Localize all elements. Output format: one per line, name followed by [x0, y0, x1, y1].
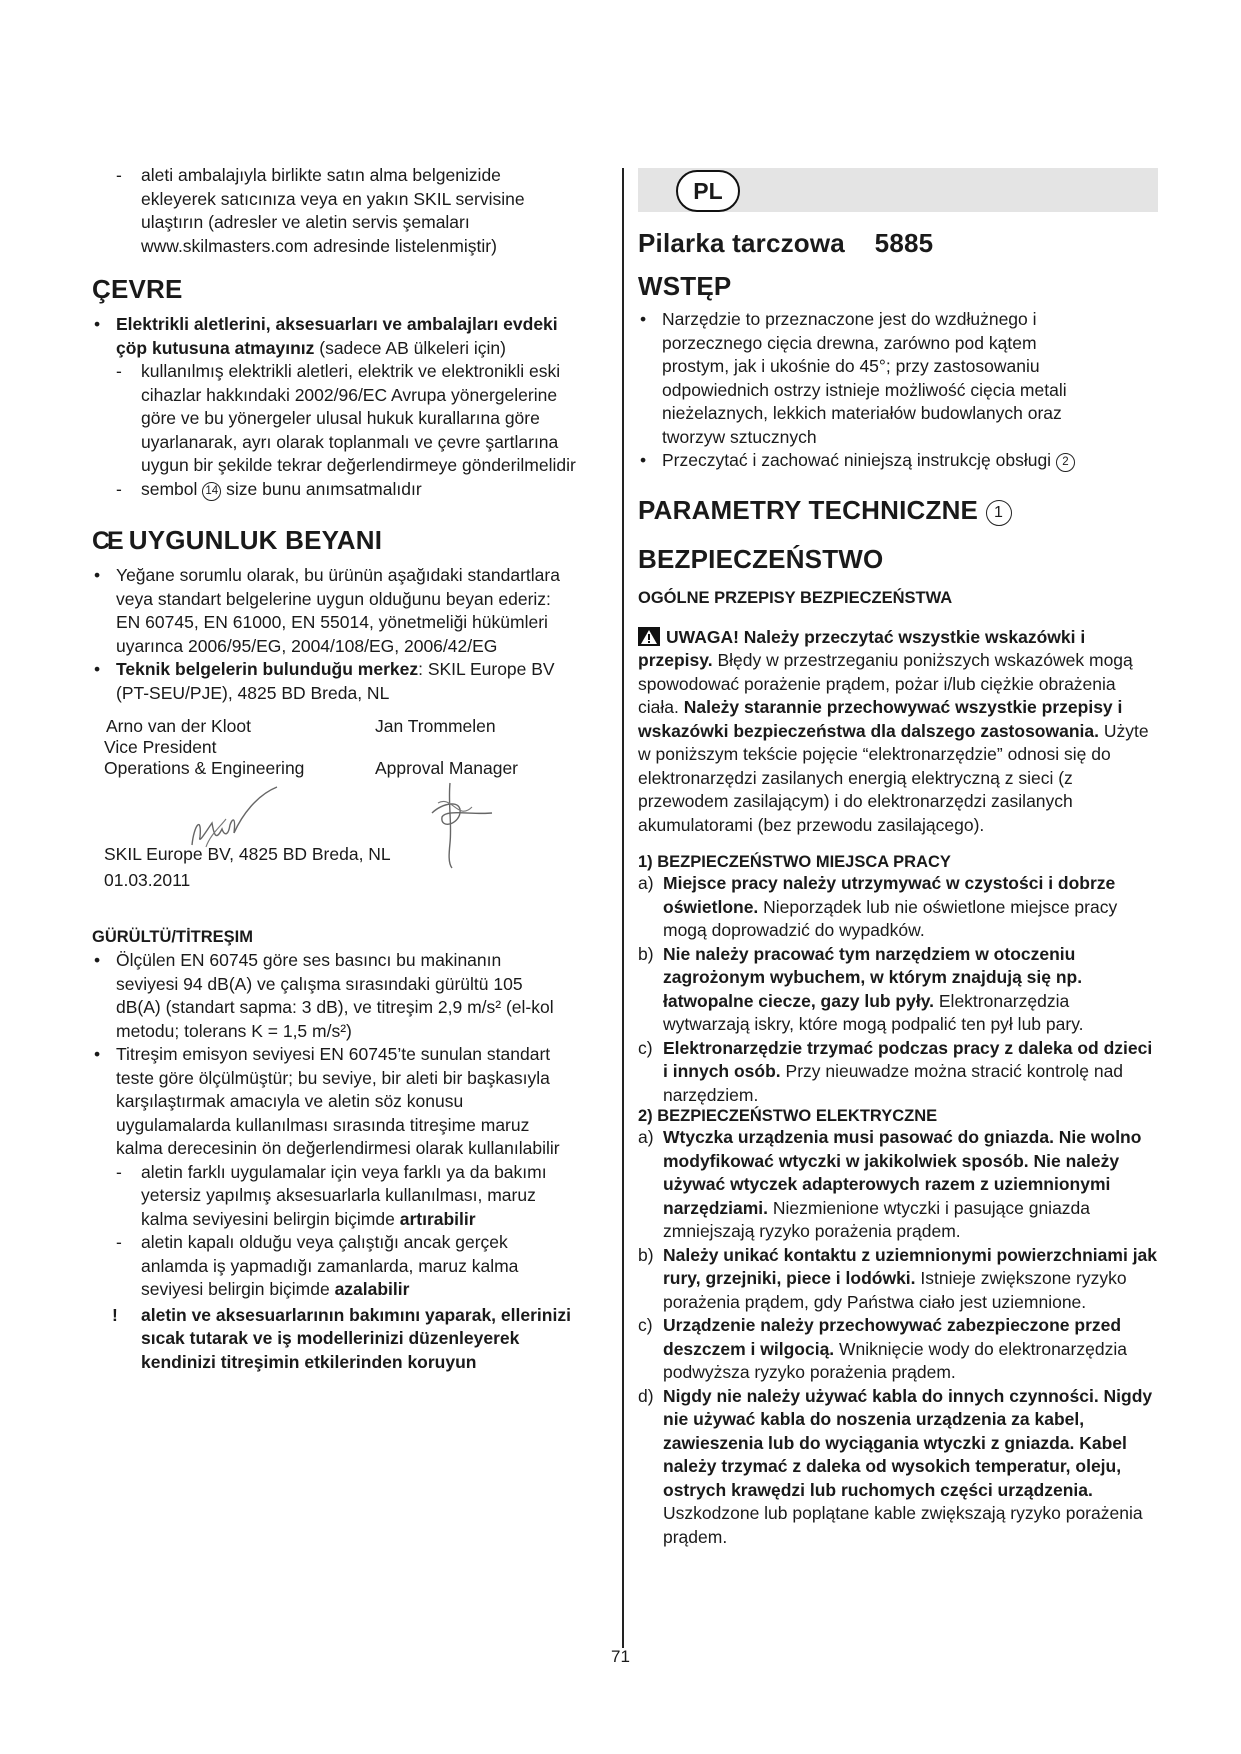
text-line: sıcak tutarak ve iş modellerinizi düzenleyerek — [141, 1328, 520, 1348]
signature-block — [92, 715, 622, 890]
uygunluk-bullet-2 — [92, 658, 622, 705]
section-heading-cevre: ÇEVRE — [92, 274, 183, 304]
safety-item — [638, 1244, 1158, 1315]
signer-2-title: Approval Manager — [375, 758, 518, 778]
text: Przy nieuwadze można stracić kontrolę nad narzędziem. — [663, 1061, 1124, 1105]
section-heading-gurultu: GÜRÜLTÜ/TİTREŞIM — [92, 928, 254, 946]
text-line: göre ve bu yönergeler ulusal hukuk kurallarına göre — [141, 408, 540, 428]
signature-2-icon — [412, 773, 502, 873]
signature-date: 01.03.2011 — [104, 870, 191, 890]
text: Błędy w przestrzeganiu poniższych wskazówek mogą spowodować porażenie prądem, pożar i/lub ciężkie obrażenia ciała. — [638, 650, 1133, 717]
text-line: (PT-SEU/PJE), 4825 BD Breda, NL — [116, 682, 390, 703]
section-heading-parametry — [638, 495, 1158, 526]
text-line: dB(A) (standart sapma: 3 dB), ve titreşim 2,9 m/s² (el-kol — [116, 997, 554, 1017]
gurultu-bullet-2 — [92, 1043, 622, 1161]
language-badge: PL — [676, 170, 740, 212]
warning-triangle-icon — [638, 627, 660, 646]
text-line: uygun bir şekilde tekrar değerlendirmeye gönderilmelidir — [141, 455, 576, 475]
wstep-bullet-1 — [638, 308, 1158, 449]
bullet-marker: • — [94, 565, 101, 585]
signature-company: SKIL Europe BV, 4825 BD Breda, NL — [104, 844, 391, 864]
warning-paragraph — [638, 626, 1158, 838]
bullet-marker: • — [94, 314, 101, 334]
item-letter: a) — [638, 873, 654, 893]
dash-marker: - — [116, 1161, 122, 1182]
bold-text: Nie należy pracować tym narzędziem w otoczeniu zagrożonym wybuchem, w którym znajdują się np. łatwopalne ciecze, gazy lub pyły. — [663, 943, 1083, 1011]
text-line: nieżelaznych, lekkich materiałów budowlanych oraz — [662, 403, 1062, 423]
uygunluk-bullet-1 — [92, 564, 622, 658]
text-line: www.skilmasters.com adresinde listelenmiştir) — [141, 235, 497, 256]
text-line: kalma derecesinin ön değerlendirmesi olarak kullanılabilir — [116, 1138, 560, 1158]
bullet-marker: • — [94, 950, 101, 970]
safety-item — [638, 1314, 1158, 1385]
bullet-marker: • — [94, 1044, 101, 1064]
cevre-bullet — [92, 313, 622, 360]
text-line: uyarlanarak, ayrı olarak toplanmalı ve çevre şartlarına — [141, 431, 559, 452]
gurultu-bullet-1 — [92, 949, 622, 1043]
text-line: prostym, jak i ukośnie do 45°; przy zastosowaniu — [662, 356, 1040, 376]
section-heading-wstep: WSTĘP — [638, 271, 732, 301]
item-letter: a) — [638, 1127, 654, 1147]
text-line: aletin ve aksesuarlarının bakımını yaparak, ellerinizi — [141, 1304, 571, 1325]
text: Uszkodzone lub poplątane kable zwiększają ryzyko porażenia prądem. — [663, 1503, 1143, 1547]
dash-marker: - — [116, 361, 122, 381]
item-letter: b) — [638, 1244, 654, 1265]
text-line: uygulamalarda kullanılması sırasında titreşime maruz — [116, 1114, 530, 1135]
bullet-marker: • — [94, 659, 101, 679]
bold-text: artırabilir — [399, 1208, 476, 1229]
text-line: metodu; tolerans K = 1,5 m/s²) — [116, 1020, 352, 1041]
gurultu-dash-item-1 — [92, 1161, 622, 1232]
language-bar — [638, 168, 1158, 212]
bold-text: Teknik belgelerin bulunduğu merkez — [116, 659, 419, 679]
text-line: ulaştırın (adresler ve aletin servis şemaları — [141, 212, 470, 232]
text: size bunu anımsatmalıdır — [221, 478, 422, 499]
reference-number-icon: 2 — [1056, 453, 1075, 472]
text-line: odpowiednich ostrzy istnieje możliwość cięcia metali — [662, 379, 1067, 400]
dash-marker: - — [116, 165, 122, 185]
column-divider — [622, 168, 624, 1648]
text-line: tworzyw sztucznych — [662, 426, 817, 447]
text: Przeczytać i zachować niniejszą instrukcję obsługi — [662, 450, 1056, 470]
bold-text: Miejsce pracy należy utrzymywać w czystości i dobrze oświetlone. — [663, 873, 1116, 917]
bold-text: Urządzenie należy przechowywać zabezpieczone przed deszczem i wilgocią. — [663, 1315, 1122, 1359]
section-heading-bezpieczenstwo: BEZPIECZEŃSTWO — [638, 543, 884, 574]
text-line: aleti ambalajıyla birlikte satın alma belgenizide — [141, 165, 501, 185]
text-line: aletin farklı uygulamalar için veya farklı ya da bakımı — [141, 1161, 547, 1182]
heading-text: UYGUNLUK BEYANI — [128, 525, 383, 555]
item-letter: c) — [638, 1315, 653, 1335]
text: Elektronarzędzia wytwarzają iskry, które mogą podpalić ten pył lub pary. — [663, 990, 1084, 1034]
text-line: cihazlar hakkındaki 2002/96/EC Avrupa yönergelerine — [141, 384, 558, 405]
bold-text: UWAGA! Należy przeczytać wszystkie wskazówki i przepisy. — [638, 626, 1086, 670]
text-line: Titreşim emisyon seviyesi EN 60745’te sunulan standart — [116, 1044, 551, 1064]
text-line: Ölçülen EN 60745 göre ses basıncı bu makinanın — [116, 950, 502, 970]
text-line: uyarınca 2006/95/EG, 2004/108/EG, 2006/42/EG — [116, 635, 498, 656]
wstep-bullet-2 — [638, 449, 1158, 473]
text: seviyesi belirgin biçimde — [141, 1279, 335, 1299]
ce-mark-icon: CE — [92, 527, 121, 555]
safety-item — [638, 1037, 1158, 1108]
bold-text: Należy starannie przechowywać wszystkie przepisy i wskazówki bezpieczeństwa dla dalszego zastosowania. — [638, 697, 1123, 741]
gurultu-warning-item — [92, 1304, 622, 1375]
intro-dash-item — [92, 164, 622, 258]
text-line: karşılaştırmak amacıyla ve aletin söz konusu — [116, 1091, 464, 1111]
bold-text: Wtyczka urządzenia musi pasować do gniazda. Nie wolno modyfikować wtyczki w jakikolwiek sposób. Nie należy używać wtyczek adapterowych razem z uziemnionymi narzędziami. — [663, 1127, 1142, 1218]
signer-1-department: Operations & Engineering — [104, 758, 305, 778]
text-line: Yeğane sorumlu olarak, bu ürünün aşağıdaki standartlara — [116, 565, 560, 585]
dash-marker: - — [116, 1232, 122, 1252]
text: Użyte w poniższym tekście pojęcie “elektronarzędzie” odnosi się do elektronarzędzi zasilanych energią elektryczną z sieci (z przewodem zasilającym) i do elektronarzędzi zasilanych akumulatorami (bez przewodu zasilającego). — [638, 720, 1149, 835]
safety-item — [638, 1385, 1158, 1550]
left-column — [92, 164, 622, 1374]
bullet-marker: • — [640, 309, 647, 329]
text: : SKIL Europe BV — [418, 659, 555, 679]
bold-text: Elektrikli aletlerini, aksesuarları ve ambalajları evdeki — [116, 314, 558, 334]
safety-item — [638, 872, 1158, 943]
safety-item — [638, 943, 1158, 1037]
bold-text: azalabilir — [334, 1279, 410, 1299]
text-line: anlamda iş yapmadığı zamanlarda, maruz kalma — [141, 1255, 519, 1276]
text-line: ekleyerek satıcınıza veya en yakın SKIL servisine — [141, 188, 525, 209]
text: Istnieje zwiększone ryzyko porażenia prądem, gdy Państwa ciało jest uziemnione. — [663, 1268, 1127, 1312]
text-line: veya standart belgelerine uygun olduğunu beyan ederiz: — [116, 588, 551, 609]
text: sembol — [141, 478, 203, 499]
subheading-ogolne: OGÓLNE PRZEPISY BEZPIECZEŃSTWA — [638, 588, 953, 607]
signer-1-name: Arno van der Kloot — [106, 716, 251, 736]
signer-2-name: Jan Trommelen — [375, 716, 496, 736]
product-title: Pilarka tarczowa 5885 — [638, 228, 934, 258]
cevre-symbol-dash-item — [92, 478, 622, 502]
bold-text: Nigdy nie należy używać kabla do innych czynności. Nigdy nie używać kabla do noszenia urządzenia za kabel, zawieszenia lub do wyciągania wtyczki z gniazda. Kabel należy trzymać z daleka od wysokich temperatur, oleju, ostrych krawędzi lub ruchomych części urządzenia. — [663, 1385, 1153, 1500]
section-heading-uygunluk — [92, 525, 622, 556]
section-heading-elektryczne: 2) BEZPIECZEŃSTWO ELEKTRYCZNE — [638, 1107, 938, 1125]
text-line: EN 60745, EN 61000, EN 55014, yönetmeliği hükümleri — [116, 612, 548, 632]
reference-number-icon: 14 — [202, 482, 221, 501]
item-letter: b) — [638, 943, 654, 964]
page-number: 71 — [611, 1647, 630, 1666]
text-line: kendinizi titreşimin etkilerinden koruyun — [141, 1351, 477, 1372]
cevre-dash-item — [92, 360, 622, 478]
text-line: seviyesi 94 dB(A) ve çalışma sırasındaki gürültü 105 — [116, 973, 523, 994]
text-line: Narzędzie to przeznaczone jest do wzdłużnego i — [662, 309, 1037, 329]
reference-number-icon: 1 — [986, 500, 1012, 526]
bullet-marker: • — [640, 450, 647, 470]
text-line: kullanılmış elektrikli aletleri, elektrik ve elektronikli eski — [141, 361, 561, 381]
bold-text: Należy unikać kontaktu z uziemnionymi powierzchniami jak rury, grzejniki, piece i lodówki. — [663, 1244, 1158, 1288]
text-line: porzecznego cięcia drewna, zarówno pod kątem — [662, 332, 1037, 353]
dash-marker: - — [116, 478, 122, 499]
text-line: yetersiz yapılmış aksesuarlarla kullanılması, maruz — [141, 1185, 536, 1205]
bold-text: çöp kutusuna atmayınız — [116, 337, 315, 358]
text-line: teste göre ölçülmüştür; bu seviye, bir aleti bir başkasıyla — [116, 1067, 550, 1088]
section-heading-miejsce-pracy: 1) BEZPIECZEŃSTWO MIEJSCA PRACY — [638, 853, 951, 871]
text: Nieporządek lub nie oświetlone miejsce pracy mogą doprowadzić do wypadków. — [663, 896, 1118, 940]
safety-item — [638, 1126, 1158, 1244]
right-column — [638, 168, 1158, 1549]
heading-text: PARAMETRY TECHNICZNE — [638, 494, 986, 525]
gurultu-dash-item-2 — [92, 1231, 622, 1302]
exclamation-icon: ! — [112, 1304, 118, 1325]
text: Niezmienione wtyczki i pasujące gniazda zmniejszają ryzyko porażenia prądem. — [663, 1197, 1091, 1241]
text: kalma seviyesini belirgin biçimde — [141, 1208, 400, 1229]
bold-text: Elektronarzędzie trzymać podczas pracy z daleka od dzieci i innych osób. — [663, 1037, 1153, 1081]
text: (sadece AB ülkeleri için) — [314, 337, 506, 358]
text-line: aletin kapalı olduğu veya çalıştığı ancak gerçek — [141, 1232, 508, 1252]
signer-1-title: Vice President — [104, 737, 217, 757]
item-letter: d) — [638, 1385, 654, 1406]
item-letter: c) — [638, 1037, 653, 1058]
text: Wniknięcie wody do elektronarzędzia podwyższa ryzyko porażenia prądem. — [663, 1338, 1127, 1382]
